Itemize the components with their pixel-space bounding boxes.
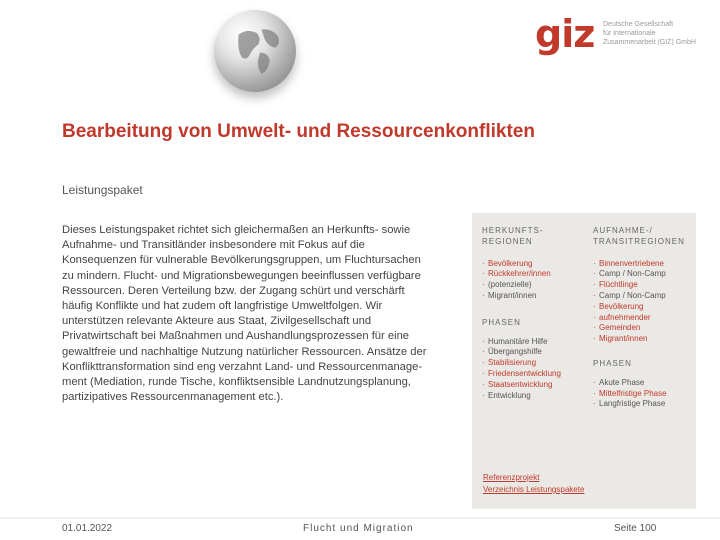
list-item: · Friedensentwicklung xyxy=(482,369,584,380)
host-phases-list xyxy=(593,378,695,410)
list-item: · Humanitäre Hilfe xyxy=(482,337,584,348)
globe-map-icon xyxy=(214,10,296,92)
footer-page-number: Seite 100 xyxy=(614,523,657,534)
origin-phases-list xyxy=(482,337,584,402)
giz-logo-text xyxy=(603,20,703,47)
list-item: · Übergangshilfe xyxy=(482,347,584,358)
list-item: · Camp / Non-Camp xyxy=(593,269,695,280)
package-directory-link[interactable]: Verzeichnis Leistungspakete xyxy=(483,485,585,494)
list-item: · Langfristige Phase xyxy=(593,399,695,410)
list-item: · Bevölkerung xyxy=(482,259,584,270)
heading-line: REGIONEN xyxy=(482,236,533,246)
list-item: · Rückkehrer/innen xyxy=(482,269,584,280)
giz-logo-mark: giz xyxy=(535,12,595,56)
heading-line: TRANSITREGIONEN xyxy=(593,236,685,246)
footer-divider xyxy=(0,517,720,519)
heading-line: HERKUNFTS- xyxy=(482,226,544,235)
description-line: häufig Konflikte und hat zudem oft langfristige Umweltfolgen. Wir xyxy=(62,300,383,313)
description-line: zu mindern. Flucht- und Migrationsbewegungen beeinflussen verfügbare xyxy=(62,269,421,282)
origin-phases-heading: PHASEN xyxy=(482,317,521,327)
page-title: Bearbeitung von Umwelt- und Ressourcenkonflikten xyxy=(62,121,535,142)
list-item: · Staatsentwicklung xyxy=(482,380,584,391)
description-line: Ressourcen. Deren Verteilung bzw. der Zugang schürt und verschärft xyxy=(62,284,405,297)
description-line: unterstützen relevante Akteure aus Staat, Zivilgesellschaft und xyxy=(62,315,372,328)
reference-project-link[interactable]: Referenzprojekt xyxy=(483,473,540,482)
list-item: · Entwicklung xyxy=(482,391,584,402)
globe-image xyxy=(214,10,296,92)
list-item: · Flüchtlinge xyxy=(593,280,695,291)
footer-date: 01.01.2022 xyxy=(62,523,113,534)
description-line: Privatwirtschaft bei Maßnahmen und Aushandlungsprozessen für eine xyxy=(62,330,410,343)
description-line: gewaltfreie und nachhaltige Nutzung natürlicher Ressourcen. Ansätze der xyxy=(62,345,427,358)
list-item: · Camp / Non-Camp xyxy=(593,291,695,302)
description-line: Konflikttransformation sind eng verzahnt Land- und Ressourcenmanage- xyxy=(62,360,423,373)
list-item: · aufnehmender xyxy=(593,313,695,324)
host-regions-column xyxy=(593,226,695,410)
description-text xyxy=(62,223,462,405)
logo-line: für Internationale xyxy=(603,30,656,37)
list-item: · Gemeinden xyxy=(593,323,695,334)
description-line: ment (Mediation, runde Tische, konfliktsensible Landnutzungsplanung, xyxy=(62,376,411,389)
description-line: Konsequenzen für vulnerable Bevölkerungsgruppen, um Fluchtursachen xyxy=(62,254,421,267)
related-links xyxy=(483,472,584,496)
page-subtitle: Leistungspaket xyxy=(62,183,143,197)
origin-groups-list xyxy=(482,259,584,302)
description-line: Dieses Leistungspaket richtet sich gleichermaßen an Herkunfts- sowie xyxy=(62,224,411,236)
logo-line: Zusammenarbeit (GIZ) GmbH xyxy=(603,39,696,46)
footer-topic: Flucht und Migration xyxy=(303,523,414,534)
description-line: Aufnahme- und Transitländer insbesondere mit Fokus auf die xyxy=(62,239,365,252)
list-item: · Migrant/innen xyxy=(593,334,695,345)
list-item: · Akute Phase xyxy=(593,378,695,389)
logo-line: Deutsche Gesellschaft xyxy=(603,21,674,28)
list-item: · (potenzielle) xyxy=(482,280,584,291)
host-phases-heading: PHASEN xyxy=(593,358,632,368)
giz-logo xyxy=(535,14,705,54)
host-regions-heading xyxy=(593,226,695,248)
list-item: · Binnenvertriebene xyxy=(593,259,695,270)
origin-regions-column xyxy=(482,226,584,401)
list-item: · Bevölkerung xyxy=(593,302,695,313)
list-item: · Mittelfristige Phase xyxy=(593,389,695,400)
host-groups-list xyxy=(593,259,695,345)
target-groups-panel xyxy=(472,213,696,509)
description-line: partizipatives Ressourcenmanagement etc.). xyxy=(62,391,284,404)
list-item: · Migrant/innen xyxy=(482,291,584,302)
origin-regions-heading xyxy=(482,226,584,248)
heading-line: AUFNAHME-/ xyxy=(593,226,653,235)
list-item: · Stabilisierung xyxy=(482,358,584,369)
